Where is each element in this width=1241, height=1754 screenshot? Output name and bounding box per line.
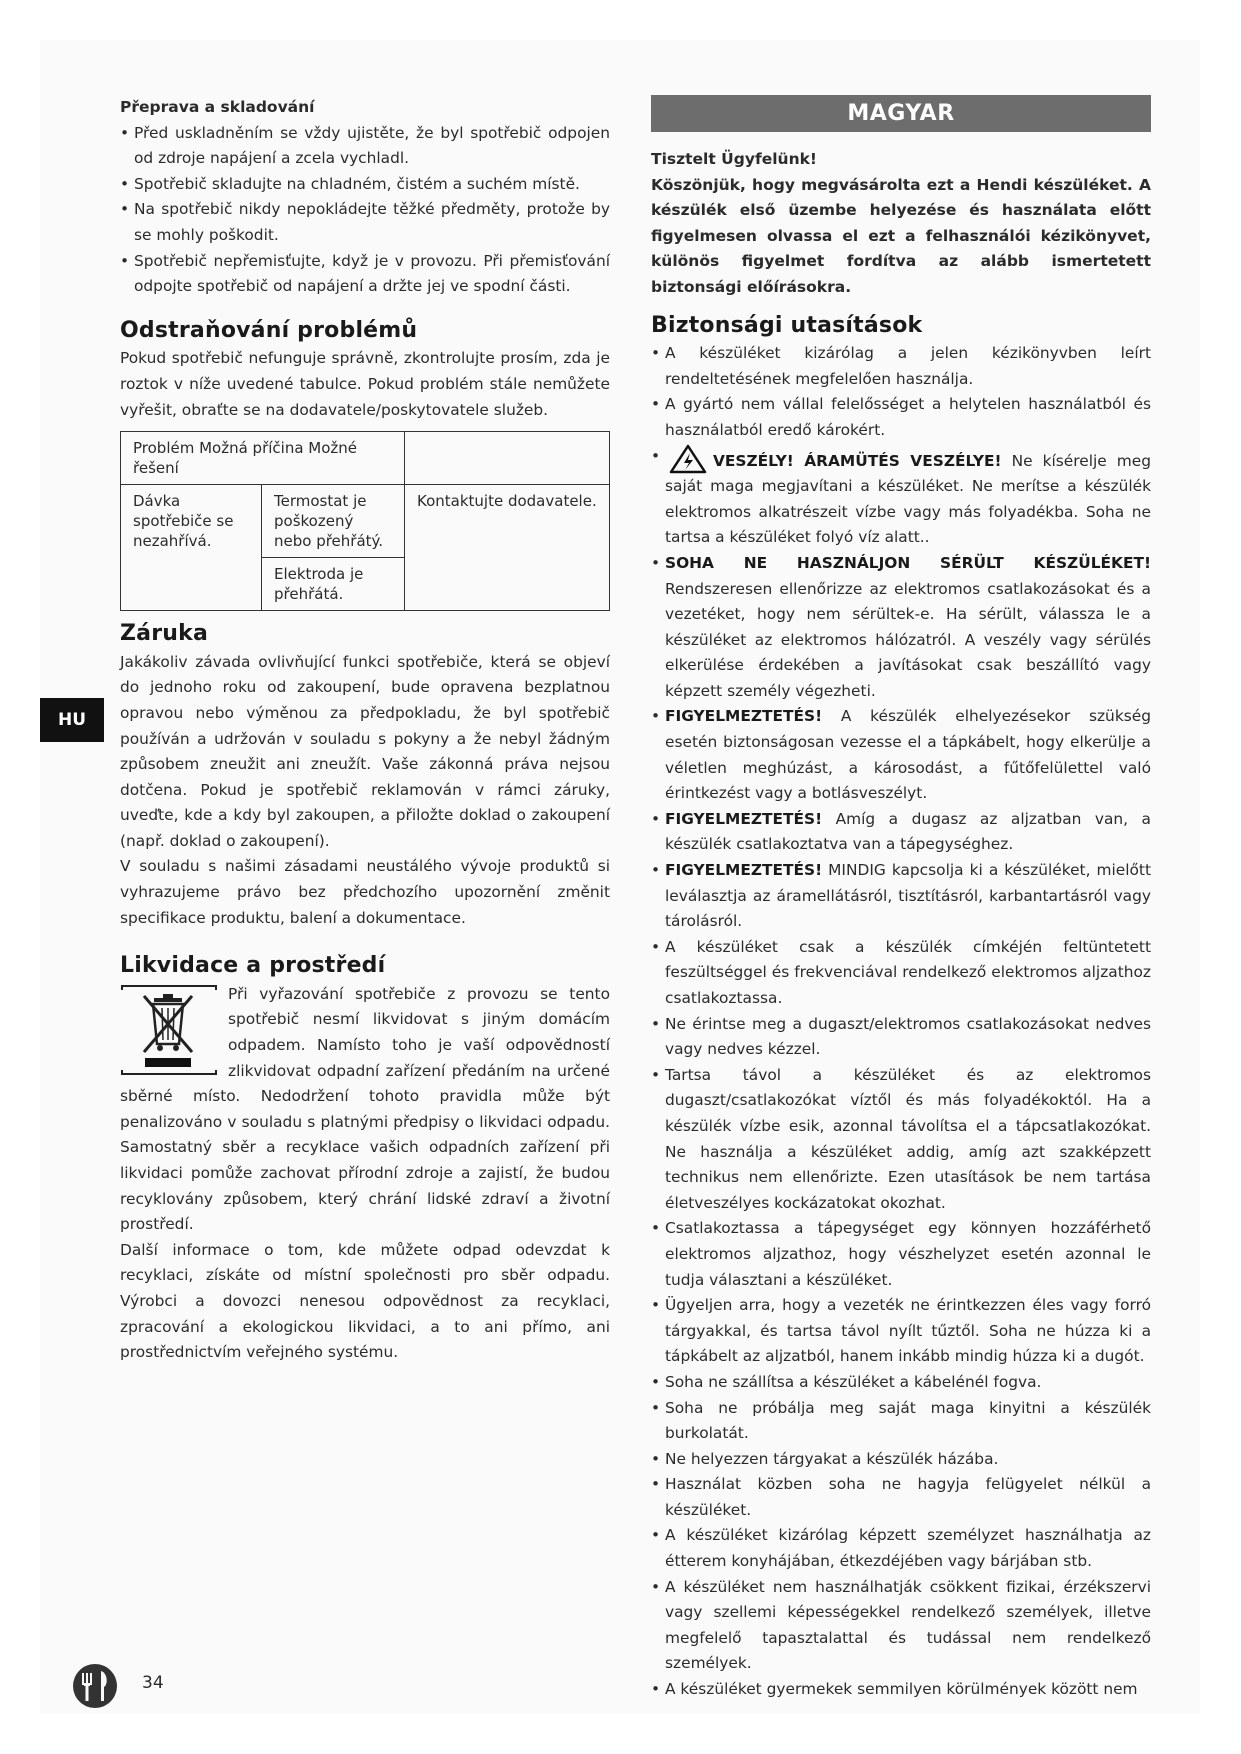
language-side-tab: HU (40, 698, 104, 742)
table-row (121, 485, 610, 558)
safety-item: • A készüléket csak a készülék címkéjén feltüntetett feszültséggel és frekvenciával rendelkező elektromos aljzathoz csatlakoztassa. (651, 935, 1151, 1012)
safety-item: • A készüléket nem használhatják csökkent fizikai, érzékszervi vagy szellemi képességekkel rendelkező személyek, illetve megfelelő tapasztalattal és tudással nem rendelkező személyek. (651, 1575, 1151, 1677)
right-column (651, 95, 1151, 1703)
safety-item: • Soha ne próbálja meg saját maga kinyitni a készülék burkolatát. (651, 1396, 1151, 1447)
troubleshoot-heading: Odstraňování problémů (120, 317, 418, 343)
table-cell-problem: Dávka spotřebiče se nezahřívá. (121, 485, 262, 611)
troubleshoot-table (120, 431, 610, 611)
list-item: • Na spotřebič nikdy nepokládejte těžké předměty, protože by se mohly poškodit. (120, 197, 610, 248)
safety-item: • Csatlakoztassa a tápegységet egy könnyen hozzáférhető elektromos aljzathoz, hogy vészhelyzet esetén azonnal le tudja választani a készüléket. (651, 1216, 1151, 1293)
left-column (120, 95, 610, 1366)
safety-heading: Biztonsági utasítások (651, 312, 923, 338)
safety-item: • A készüléket kizárólag a jelen kézikönyvben leírt rendeltetésének megfelelően használja. (651, 341, 1151, 392)
table-header-empty (405, 432, 610, 485)
safety-list (651, 341, 1151, 1702)
warranty-paragraph: V souladu s našimi zásadami neustálého vývoje produktů si vyhrazujeme právo bez předchozího upozornění změnit specifikace produktu, balení a dokumentace. (120, 857, 610, 927)
warranty-heading: Záruka (120, 621, 208, 647)
table-header-cell: Problém Možná příčina Možné řešení (121, 432, 405, 485)
disposal-paragraph: Při vyřazování spotřebiče z provozu se tento spotřebič nesmí likvidovat s jiným domácím odpadem. Namísto toho je vaší odpovědností zlikvidovat odpadní zařízení předáním na určené sběrné místo. Nedodržení tohoto pravidla může být penalizováno v souladu s platnými předpisy o likvidaci odpadu. Samostatný sběr a recyklace vašich odpadních zařízení při likvidaci pomůže zachovat přírodní zdroje a zajistí, že budou recyklovány způsobem, který chrání lidské zdraví a životní prostředí. (120, 984, 610, 1234)
intro-paragraph: Köszönjük, hogy megvásárolta ezt a Hendi készüléket. A készülék első üzembe helyezése és használata előtt figyelmesen olvassa el ezt a felhasználói kézikönyvet, különös figyelmet fordítva az alább ismertetett biztonsági előírásokra. (651, 175, 1151, 296)
safety-item: • A gyártó nem vállal felelősséget a helytelen használatból és használatból eredő károkért. (651, 392, 1151, 443)
list-item: • Před uskladněním se vždy ujistěte, že byl spotřebič odpojen od zdroje napájení a zcela vychladl. (120, 121, 610, 172)
hendi-logo-icon (72, 1663, 118, 1709)
danger-label: VESZÉLY! ÁRAMÜTÉS VESZÉLYE! (713, 451, 1002, 470)
page-number: 34 (142, 1673, 164, 1693)
safety-item: • VESZÉLY! ÁRAMÜTÉS VESZÉLYE! Ne kísérelje meg saját maga megjavítani a készüléket. Ne merítse a készülék elektromos alkatrészeit vízbe vagy más folyadékba. Soha ne tartsa a készüléket folyó víz alatt.. (651, 444, 1151, 551)
safety-item: • FIGYELMEZTETÉS! A készülék elhelyezésekor szükség esetén biztonságosan vezesse el a tápkábelt, hogy elkerülje a véletlen meghúzást, a károsodást, a fűtőfelülettel való érintkezést vagy a botlásveszélyt. (651, 704, 1151, 806)
disposal-paragraph: Další informace o tom, kde můžete odpad odevzdat k recyklaci, získáte od místní společnosti pro sběr odpadu. Výrobci a dovozci nenesou odpovědnost za recyklaci, zpracování a ekologickou likvidaci, a to ani přímo, ani prostřednictvím veřejného systému. (120, 1240, 610, 1362)
safety-item: • Ne helyezzen tárgyakat a készülék házába. (651, 1447, 1151, 1473)
safety-item: • FIGYELMEZTETÉS! Amíg a dugasz az aljzatban van, a készülék csatlakoztatva van a tápegységhez. (651, 807, 1151, 858)
greeting: Tisztelt Ügyfelünk! (651, 150, 817, 168)
safety-item: • FIGYELMEZTETÉS! MINDIG kapcsolja ki a készüléket, mielőtt leválasztja az áramellátásról, tisztításról, karbantartásról vagy tárolásról. (651, 858, 1151, 935)
safety-item: • A készüléket gyermekek semmilyen körülmények között nem (651, 1677, 1151, 1703)
safety-item: • Ügyeljen arra, hogy a vezeték ne érintkezzen éles vagy forró tárgyakkal, és tartsa távol nyílt tűztől. Soha ne húzza ki a tápkábelt az aljzatból, hanem inkább mindig húzza ki a dugót. (651, 1293, 1151, 1370)
transport-list (120, 121, 610, 300)
disposal-block (120, 982, 610, 1238)
safety-item: • SOHA NE HASZNÁLJON SÉRÜLT KÉSZÜLÉKET! Rendszeresen ellenőrizze az elektromos csatlakozásokat és a vezetéket, hogy nem sérültek-e. Ha sérült, válassza le a készüléket az elektromos hálózatról. A veszély vagy sérülés elkerülése érdekében a javításokat csak beszállító vagy képzett személy végezheti. (651, 551, 1151, 705)
disposal-heading: Likvidace a prostředí (120, 953, 386, 979)
list-item: • Spotřebič skladujte na chladném, čistém a suchém místě. (120, 172, 610, 198)
warranty-paragraph: Jakákoliv závada ovlivňující funkci spotřebiče, která se objeví do jednoho roku od zakoupení, bude opravena bezplatnou opravou nebo výměnou za předpokladu, že byl spotřebič používán a udržován v souladu s pokyny a že nebyl žádným způsobem zneužit ani zneužít. Vaše zákonná práva nejsou dotčena. Pokud je spotřebič reklamován v rámci záruky, uveďte, kde a kdy byl zakoupen, a přiložte doklad o zakoupení (např. doklad o zakoupení). (120, 652, 610, 850)
safety-item: • A készüléket kizárólag képzett személyzet használhatja az étterem konyhájában, étkezdéjében vagy bárjában stb. (651, 1523, 1151, 1574)
language-banner: MAGYAR (651, 95, 1151, 132)
crossed-bin-icon (120, 984, 218, 1076)
transport-title: Přeprava a skladování (120, 98, 315, 116)
safety-item: • Használat közben soha ne hagyja felügyelet nélkül a készüléket. (651, 1472, 1151, 1523)
safety-item: • Ne érintse meg a dugaszt/elektromos csatlakozásokat nedves vagy nedves kézzel. (651, 1012, 1151, 1063)
table-cell-solution: Kontaktujte dodavatele. (405, 485, 610, 611)
list-item: • Spotřebič nepřemisťujte, když je v provozu. Při přemisťování odpojte spotřebič od napájení a držte jej ve spodní části. (120, 249, 610, 300)
table-cell-cause: Termostat je poškozený nebo přehřátý. (262, 485, 405, 558)
safety-item: • Tartsa távol a készüléket és az elektromos dugaszt/csatlakozókat víztől és más folyadékoktól. Ha a készülék vízbe esik, azonnal távolítsa el a tápcsatlakozókat. Ne használja a készüléket addig, amíg azt szakképzett technikus nem ellenőrizte. Ezen utasítások be nem tartása életveszélyes kockázatokat okozhat. (651, 1063, 1151, 1217)
safety-item: • Soha ne szállítsa a készüléket a kábelénél fogva. (651, 1370, 1151, 1396)
table-header-row (121, 432, 610, 485)
troubleshoot-text: Pokud spotřebič nefunguje správně, zkontrolujte prosím, zda je roztok v níže uvedené tabulce. Pokud problém stále nemůžete vyřešit, obraťte se na dodavatele/poskytovatele služeb. (120, 349, 610, 419)
table-cell-cause: Elektroda je přehřátá. (262, 558, 405, 611)
electric-warning-icon (669, 444, 707, 474)
